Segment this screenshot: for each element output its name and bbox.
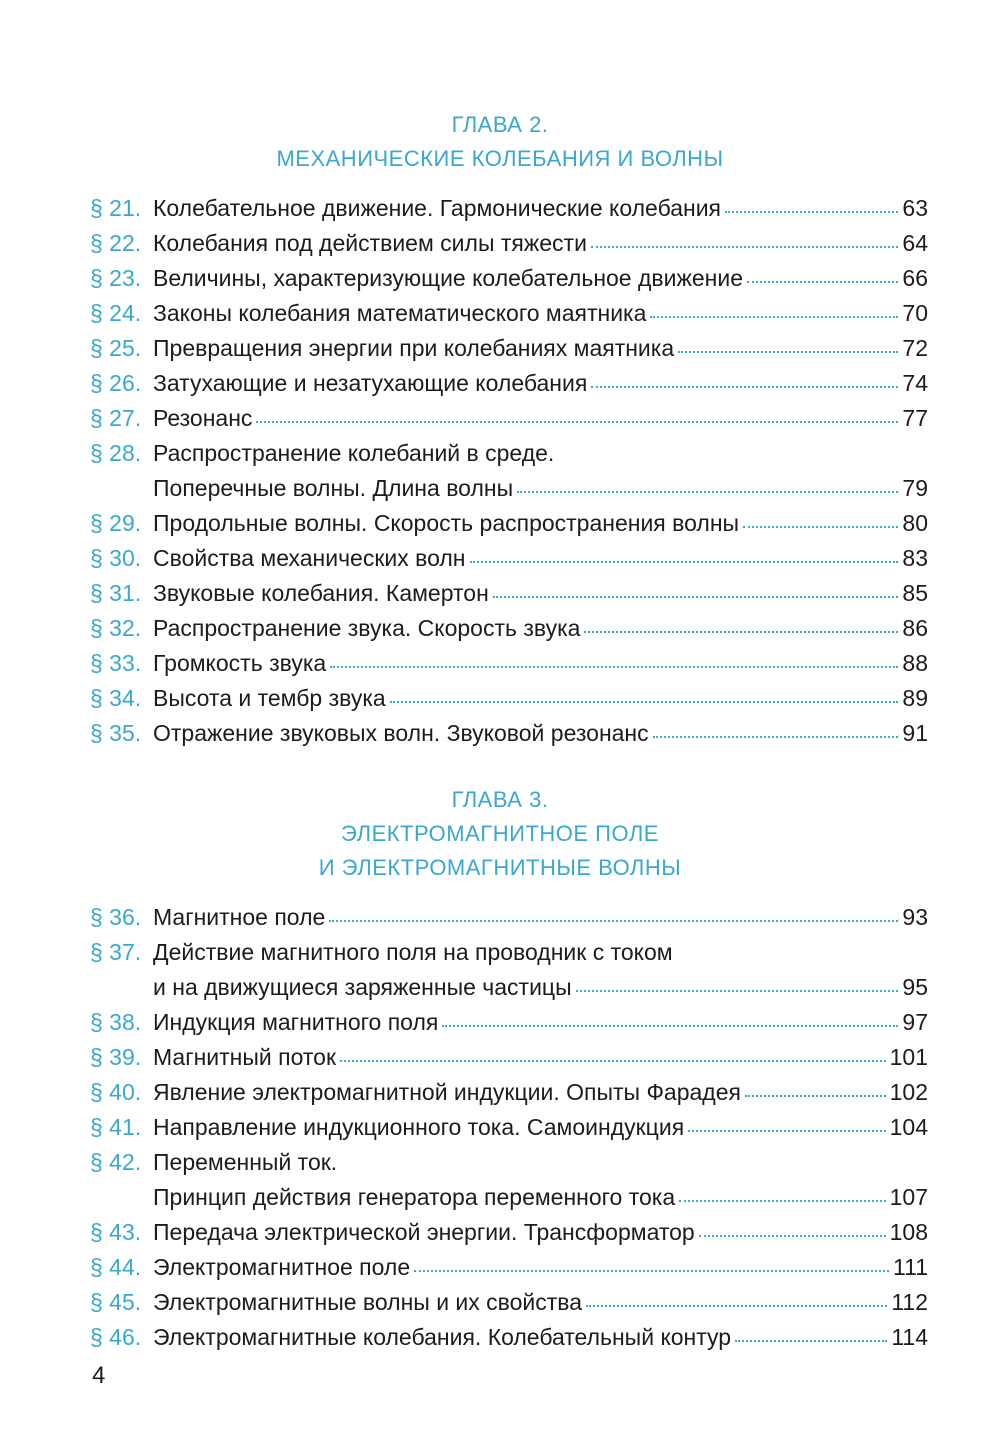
toc-entry-line [90,681,928,716]
section-number: § 22. [90,230,142,256]
toc-entry-line [90,366,928,401]
toc-entry-line [90,646,928,681]
dot-leader [678,349,898,353]
toc-entry[interactable] [90,1250,928,1285]
dot-leader [442,1023,898,1027]
toc-entry-line [90,716,928,751]
toc-entry-line [90,436,928,471]
toc-entry[interactable] [90,611,928,646]
chapter-2-heading [0,108,1000,176]
toc-entry-line [90,401,928,436]
toc-entry-line [90,611,928,646]
section-title: Колебательное движение. Гармонические колебания [153,195,722,221]
toc-entry-line [90,331,928,366]
section-number: § 42. [90,1149,142,1175]
page-number: 4 [92,1362,106,1389]
dot-leader [493,594,899,598]
dot-leader [256,419,898,423]
section-title: Магнитное поле [153,904,326,930]
chapter-3-title-line2: И ЭЛЕКТРОМАГНИТНЫЕ ВОЛНЫ [318,855,682,880]
toc-entry-line [90,1215,928,1250]
dot-leader [699,1233,886,1237]
section-title: Электромагнитные волны и их свойства [153,1289,583,1315]
toc-entry-line [90,1145,928,1180]
section-title: Действие магнитного поля на проводник с током [153,939,673,965]
dot-leader [688,1128,885,1132]
section-title: Поперечные волны. Длина волны [153,475,514,501]
section-page: 70 [902,300,928,326]
toc-entry-line [90,471,928,506]
section-title: Явление электромагнитной индукции. Опыты Фарадея [153,1079,741,1105]
toc-entry[interactable] [90,935,928,1005]
toc-entry-line [90,296,928,331]
section-number: § 31. [90,580,142,606]
toc-entry[interactable] [90,1040,928,1075]
section-page: 97 [902,1009,928,1035]
dot-leader [653,734,899,738]
toc-entry[interactable] [90,226,928,261]
dot-leader [340,1058,886,1062]
section-title: Резонанс [153,405,253,431]
dot-leader [747,279,898,283]
section-number: § 24. [90,300,142,326]
toc-entry-line [90,506,928,541]
section-title: Колебания под действием силы тяжести [153,230,587,256]
toc-entry[interactable] [90,1145,928,1215]
section-title: Отражение звуковых волн. Звуковой резонанс [153,720,649,746]
dot-leader [725,209,898,213]
section-title: Передача электрической энергии. Трансформатор [153,1219,695,1245]
toc-entry-line [90,1180,928,1215]
toc-entry-line [90,970,928,1005]
section-page: 77 [902,405,928,431]
section-page: 107 [889,1184,928,1210]
toc-entry[interactable] [90,541,928,576]
section-number: § 26. [90,370,142,396]
section-page: 112 [891,1289,928,1315]
section-number: § 23. [90,265,142,291]
toc-entry-line [90,1320,928,1355]
toc-entry[interactable] [90,506,928,541]
dot-leader [414,1268,889,1272]
section-page: 85 [902,580,928,606]
toc-entry[interactable] [90,191,928,226]
section-number: § 27. [90,405,142,431]
section-title: Высота и тембр звука [153,685,386,711]
section-number: § 38. [90,1009,142,1035]
section-title: Магнитный поток [153,1044,337,1070]
dot-leader [390,699,899,703]
dot-leader [650,314,898,318]
toc-entry[interactable] [90,576,928,611]
section-number: § 40. [90,1079,142,1105]
section-page: 88 [902,650,928,676]
dot-leader [679,1198,885,1202]
section-page: 95 [902,974,928,1000]
section-title: Направление индукционного тока. Самоиндукция [153,1114,685,1140]
section-number: § 21. [90,195,142,221]
toc-entry-line [90,226,928,261]
dot-leader [584,629,898,633]
dot-leader [743,524,898,528]
section-number: § 28. [90,440,142,466]
toc-chapter-3 [90,900,928,1355]
toc-entry[interactable] [90,1005,928,1040]
toc-entry[interactable] [90,436,928,506]
toc-entry-line [90,900,928,935]
toc-entry[interactable] [90,1320,928,1355]
section-page: 108 [889,1219,928,1245]
dot-leader [470,559,899,563]
chapter-3-title-line1: ЭЛЕКТРОМАГНИТНОЕ ПОЛЕ [341,821,659,846]
section-title: Индукция магнитного поля [153,1009,439,1035]
section-title: Свойства механических волн [153,545,466,571]
section-title: Громкость звука [153,650,327,676]
section-title: Величины, характеризующие колебательное движение [153,265,743,291]
toc-entry-line [90,1285,928,1320]
dot-leader [576,988,899,992]
toc-entry-line [90,935,928,970]
dot-leader [591,384,898,388]
section-number: § 34. [90,685,142,711]
section-page: 79 [902,475,928,501]
toc-chapter-2 [90,191,928,751]
toc-entry-line [90,1250,928,1285]
section-number: § 39. [90,1044,142,1070]
section-title: Электромагнитное поле [153,1254,411,1280]
toc-entry[interactable] [90,1110,928,1145]
section-number: § 41. [90,1114,142,1140]
section-title: Продольные волны. Скорость распространения волны [153,510,740,536]
section-page: 63 [902,195,928,221]
section-number: § 46. [90,1324,142,1350]
section-page: 91 [902,720,928,746]
toc-entry[interactable] [90,331,928,366]
section-number: § 45. [90,1289,142,1315]
toc-entry-line [90,1110,928,1145]
toc-entry[interactable] [90,296,928,331]
section-title: Законы колебания математического маятника [153,300,647,326]
toc-entry[interactable] [90,1075,928,1110]
section-number: § 36. [90,904,142,930]
section-number: § 37. [90,939,142,965]
section-number: § 32. [90,615,142,641]
section-page: 83 [902,545,928,571]
section-title: Затухающие и незатухающие колебания [153,370,588,396]
section-title: и на движущиеся заряженные частицы [153,974,572,1000]
section-page: 104 [889,1114,928,1140]
section-number: § 43. [90,1219,142,1245]
section-title: Распространение колебаний в среде. [153,440,555,466]
chapter-3-heading [0,783,1000,885]
section-title: Превращения энергии при колебаниях маятника [153,335,675,361]
section-page: 66 [902,265,928,291]
dot-leader [745,1093,886,1097]
chapter-2-title: МЕХАНИЧЕСКИЕ КОЛЕБАНИЯ И ВОЛНЫ [276,146,724,171]
toc-entry[interactable] [90,681,928,716]
toc-entry[interactable] [90,1215,928,1250]
section-page: 114 [891,1324,928,1350]
section-number: § 30. [90,545,142,571]
toc-entry[interactable] [90,261,928,296]
toc-entry[interactable] [90,401,928,436]
section-number: § 25. [90,335,142,361]
section-title: Переменный ток. [153,1149,338,1175]
section-number: § 29. [90,510,142,536]
toc-entry-line [90,541,928,576]
section-page: 64 [902,230,928,256]
section-page: 86 [902,615,928,641]
section-number: § 33. [90,650,142,676]
section-page: 93 [902,904,928,930]
toc-entry-line [90,261,928,296]
toc-entry[interactable] [90,646,928,681]
section-number: § 44. [90,1254,142,1280]
dot-leader [591,244,898,248]
section-page: 102 [889,1079,928,1105]
section-page: 89 [902,685,928,711]
toc-entry-line [90,191,928,226]
section-page: 80 [902,510,928,536]
section-title: Распространение звука. Скорость звука [153,615,581,641]
section-title: Звуковые колебания. Камертон [153,580,489,606]
chapter-3-number: ГЛАВА 3. [451,787,549,812]
section-title: Электромагнитные колебания. Колебательный контур [153,1324,732,1350]
section-page: 72 [902,335,928,361]
dot-leader [517,489,898,493]
toc-entry[interactable] [90,716,928,751]
section-title: Принцип действия генератора переменного тока [153,1184,676,1210]
toc-entry[interactable] [90,1285,928,1320]
toc-entry-line [90,1075,928,1110]
dot-leader [329,918,898,922]
toc-entry[interactable] [90,900,928,935]
chapter-2-number: ГЛАВА 2. [451,112,549,137]
dot-leader [735,1338,887,1342]
section-page: 101 [889,1044,928,1070]
section-page: 74 [902,370,928,396]
toc-entry-line [90,1005,928,1040]
section-number: § 35. [90,720,142,746]
toc-entry-line [90,576,928,611]
toc-entry-line [90,1040,928,1075]
dot-leader [330,664,898,668]
section-page: 111 [893,1254,928,1280]
toc-entry[interactable] [90,366,928,401]
dot-leader [586,1303,887,1307]
